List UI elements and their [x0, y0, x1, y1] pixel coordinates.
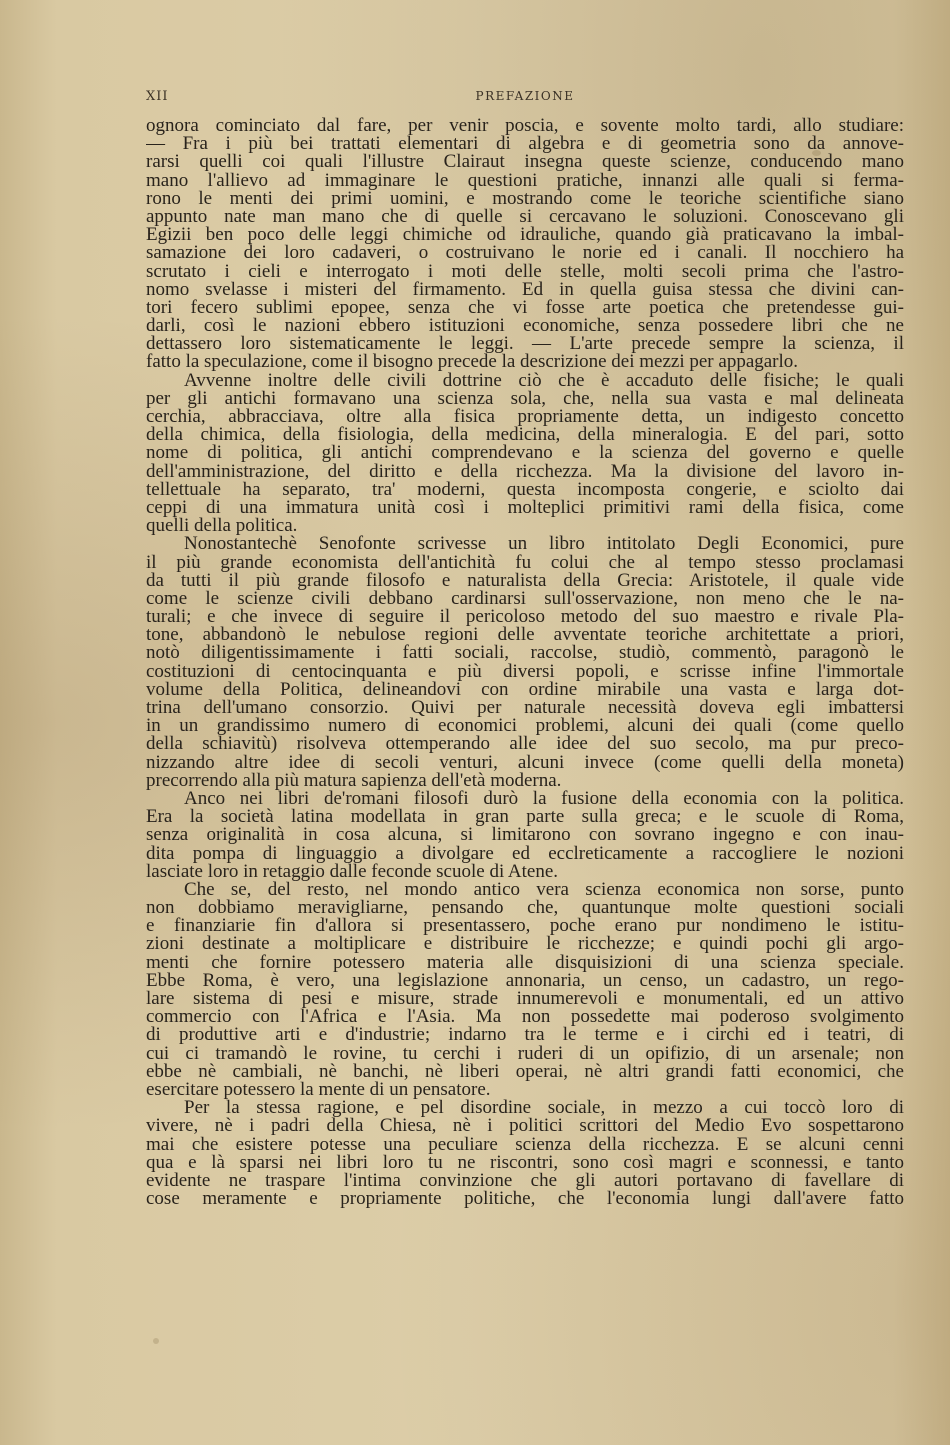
paragraph: [146, 535, 904, 790]
text-line: senza originalità in cosa alcuna, si limitarono con sovrano ingegno e con inau-: [146, 826, 904, 845]
page-number: XII: [146, 89, 169, 104]
text-line: scrutato i cieli e interrogato i moti delle stelle, molti secoli prima che l'astro-: [146, 262, 904, 281]
text-line: ceppi di una immatura unità così i molteplici primitivi rami della fisica, come: [146, 498, 904, 518]
text-line: Avvenne inoltre delle civili dottrine ciò che è accaduto delle fisiche; le quali: [184, 371, 904, 390]
text-line: della schiavitù) risolveva ottemperando alle idee del suo secolo, ma pur preco-: [146, 735, 904, 754]
text-line: notò diligentissimamente i fatti sociali, raccolse, studiò, commentò, paragonò le: [146, 644, 904, 663]
text-line: per gli antichi formavano una scienza sola, che, nella sua vasta e mal delineata: [146, 389, 904, 408]
text-line: tone, abbandonò le nebulose regioni delle avventate teoriche architettate a priori,: [146, 626, 904, 645]
text-line: cerchia, abbracciava, oltre alla fisica propriamente detta, un indigesto concetto: [146, 408, 904, 427]
text-line: ognora cominciato dal fare, per venir poscia, e sovente molto tardi, allo studiare:: [146, 117, 904, 136]
text-line: evidente ne traspare l'intima convinzione che gli autori portavano di favellare di: [146, 1171, 904, 1191]
text-line: quelli della politica.: [146, 517, 298, 536]
paragraph: [146, 372, 904, 536]
text-line: tellettuale ha separato, tra' moderni, questa incomposta congerie, e sciolto dai: [146, 480, 904, 499]
text-line: Anco nei libri de'romani filosofi durò la fusione della economia con la politica.: [184, 789, 904, 809]
paragraph: [146, 881, 904, 1099]
text-line: Era la società latina modellata in gran parte sulla greca; e le scuole di Roma,: [146, 808, 904, 827]
paragraph: [146, 790, 904, 881]
paragraph: [146, 117, 904, 372]
text-line: commercio con l'Africa e l'Asia. Ma non possedette mai poderoso svolgimento: [146, 1008, 904, 1027]
text-line: cose meramente e propriamente politiche, che l'economia lungi dall'avere fatto: [146, 1190, 904, 1209]
paragraph: [146, 1099, 904, 1208]
text-line: rarsi quelli coi quali l'illustre Clairaut insegna queste scienze, conducendo mano: [146, 153, 904, 172]
text-line: menti che fornire potessero materia alle disquisizioni di una scienza speciale.: [146, 953, 904, 972]
text-line: esercitare potessero la mente di un pensatore.: [146, 1080, 491, 1100]
text-line: il più grande economista dell'antichità fu colui che al tempo stesso proclamasi: [146, 553, 904, 572]
text-line: cui ci tramandò le rovine, tu cerchi i ruderi di un opifizio, di un arsenale; non: [146, 1044, 904, 1063]
text-line: volume della Politica, delineandovi con ordine mirabile una vasta e larga dot-: [146, 680, 904, 699]
body-text: [146, 117, 904, 1208]
text-line: lare sistema di pesi e misure, strade innumerevoli e monumentali, ed un attivo: [146, 990, 904, 1009]
text-line: nome di politica, gli antichi comprendevano e la scienza del governo e quelle: [146, 444, 904, 463]
text-line: dell'amministrazione, del diritto e della ricchezza. Ma la divisione del lavoro in-: [146, 462, 904, 481]
text-line: appunto nate man mano che di quelle si cercavano le soluzioni. Conoscevano gli: [146, 207, 904, 227]
text-line: nizzando altre idee di secoli venturi, alcuni invece (come quelli della moneta): [146, 753, 904, 772]
text-line: Che se, del resto, nel mondo antico vera scienza economica non sorse, punto: [184, 880, 904, 900]
text-line: della chimica, della fisiologia, della medicina, della mineralogia. E del pari, sotto: [146, 426, 904, 445]
text-line: zioni destinate a moltiplicare e distribuire le ricchezze; e quindi pochi gli argo-: [146, 935, 904, 954]
text-line: Per la stessa ragione, e pel disordine sociale, in mezzo a cui toccò loro di: [184, 1099, 904, 1118]
text-line: mai che esistere potesse una peculiare scienza della ricchezza. E se alcuni cenni: [146, 1135, 904, 1154]
text-line: ebbe nè cambiali, nè banchi, nè liberi operai, nè altri grandi fatti economici, che: [146, 1062, 904, 1081]
text-line: samazione dei loro cadaveri, o costruivano le norie ed i canali. Il nocchiero ha: [146, 244, 904, 263]
page-header: [146, 89, 904, 109]
running-title: PREFAZIONE: [475, 89, 575, 103]
text-line: da tutti il più grande filosofo e naturalista della Grecia: Aristotele, il quale vide: [146, 571, 904, 590]
text-line: lasciate loro in retaggio dalle feconde scuole di Atene.: [146, 862, 559, 881]
text-line: come le scienze civili debbano cardinarsi sull'osservazione, non meno che le na-: [146, 589, 904, 609]
text-line: tori fecero sublimi epopee, senza che vi fosse arte poetica che pretendesse gui-: [146, 298, 904, 318]
text-line: Ebbe Roma, è vero, una legislazione annonaria, un censo, un cadastro, un rego-: [146, 971, 904, 990]
text-line: di produttive arti e d'industrie; indarno tra le terme e i circhi ed i teatri, di: [146, 1026, 904, 1045]
text-line: qua e là sparsi nei libri loro tu ne riscontri, sono così magri e sconnessi, e tanto: [146, 1153, 904, 1172]
text-line: e finanziarie fin d'allora si presentassero, poche erano pur nondimeno le istitu-: [146, 917, 904, 936]
text-line: Nonostantechè Senofonte scrivesse un libro intitolato Degli Economici, pure: [184, 535, 904, 554]
text-line: trina dell'umano consorzio. Quivi per naturale necessità doveva egli imbattersi: [146, 699, 904, 718]
text-line: in un grandissimo numero di economici problemi, alcuni dei quali (come quello: [146, 717, 904, 736]
text-line: vivere, nè i padri della Chiesa, nè i politici scrittori del Medio Evo sospettarono: [146, 1117, 904, 1136]
text-line: dettassero loro sistematicamente le leggi. — L'arte precede sempre la scienza, il: [146, 335, 904, 354]
text-line: mano l'allievo ad immaginare le questioni pratiche, innanzi alle quali si ferma-: [146, 171, 904, 190]
text-line: non dobbiamo meravigliarne, pensando che, quantunque molte questioni sociali: [146, 899, 904, 918]
text-line: Egizii ben poco delle leggi chimiche od idrauliche, quando già praticavano la imbal-: [146, 226, 904, 245]
text-line: darli, così le nazioni ebbero istituzioni economiche, senza possedere libri che ne: [146, 317, 904, 336]
paper-stain: [153, 1338, 159, 1344]
text-line: nomo svelasse i misteri del firmamento. Ed in quella guisa stessa che divini can-: [146, 280, 904, 299]
text-line: turali; e che invece di seguire il pericoloso metodo del suo maestro e rivale Pla-: [146, 608, 904, 627]
text-line: costituzioni di centocinquanta e più diversi popoli, e scrisse infine l'immortale: [146, 662, 904, 681]
text-line: precorrendo alla più matura sapienza dell'età moderna.: [146, 771, 562, 790]
text-line: dita pompa di linguaggio a divolgare ed ecclreticamente a raccogliere le nozioni: [146, 844, 904, 863]
text-line: — Fra i più bei trattati elementari di algebra e di geometria sono da annove-: [146, 135, 904, 154]
text-line: rono le menti dei primi uomini, e mostrando come le teoriche scientifiche siano: [146, 189, 904, 208]
text-line: fatto la speculazione, come il bisogno precede la descrizione dei mezzi per appagarlo.: [146, 353, 799, 372]
